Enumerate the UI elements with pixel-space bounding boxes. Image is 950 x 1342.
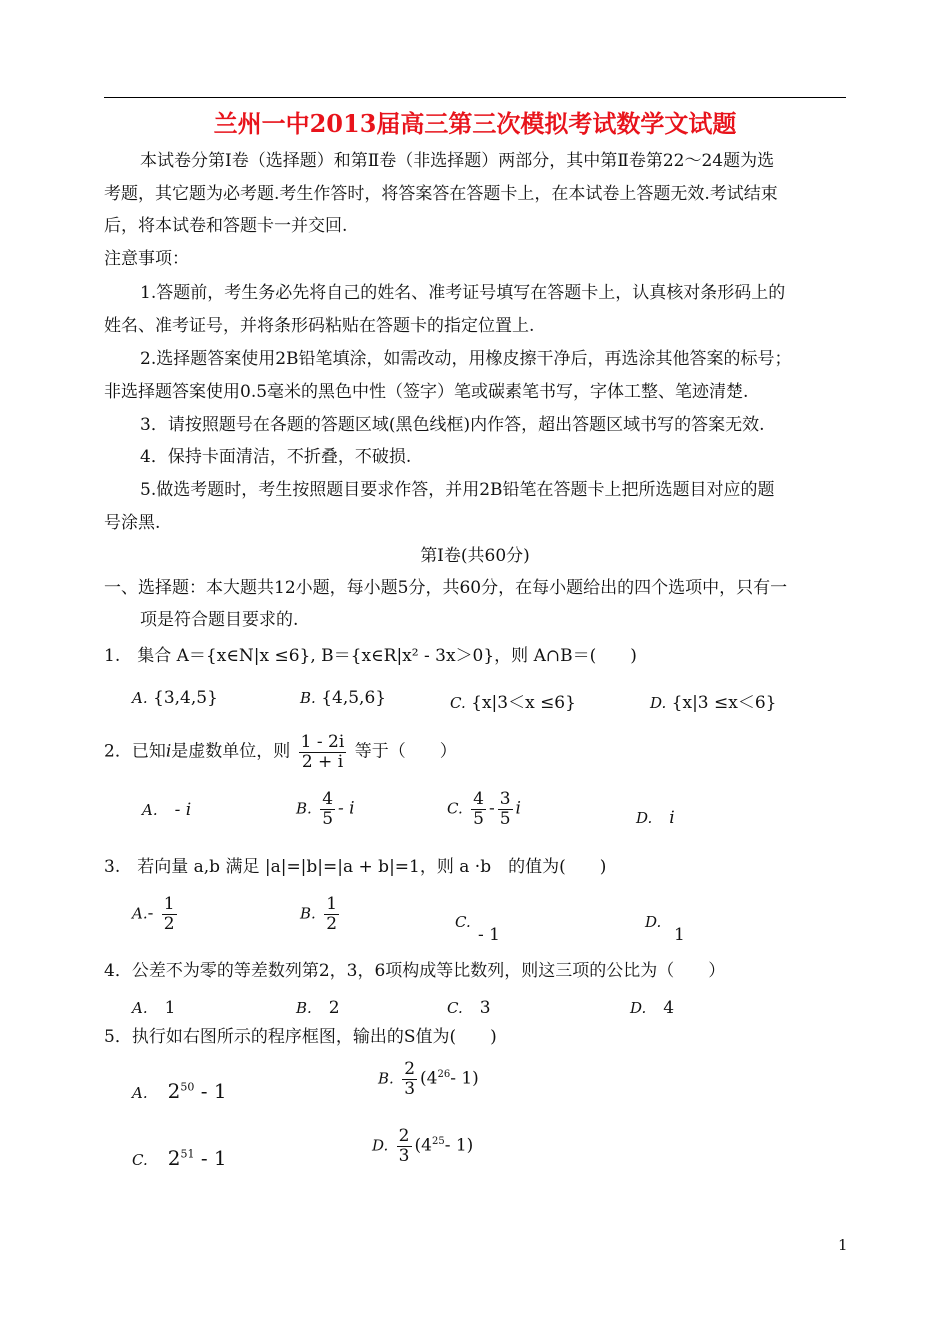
- q5-option-a: A. $2^{50} - 1$: [132, 1079, 227, 1103]
- section-heading: 第Ⅰ卷(共60分): [420, 546, 530, 566]
- part-heading-2: 项是符合题目要求的.: [140, 610, 299, 630]
- note-line-3: 2.选择题答案使用2B铅笔填涂，如需改动，用橡皮擦干净后，再选涂其他答案的标号；: [140, 349, 792, 369]
- q3-option-c-label: C.: [455, 913, 471, 931]
- note-line-1: 1.答题前，考生务必先将自己的姓名、准考证号填写在答题卡上，认真核对条形码上的: [140, 283, 786, 303]
- note-line-6: 4．保持卡面清洁，不折叠，不破损.: [140, 447, 412, 467]
- note-line-5: 3．请按照题号在各题的答题区域(黑色线框)内作答，超出答题区域书写的答案无效.: [140, 415, 765, 435]
- q3-option-c: - 1: [478, 925, 500, 945]
- q1-option-a: A. {3,4,5}: [132, 688, 218, 708]
- header-rule: [104, 97, 846, 98]
- q5-option-c: C. $2^{51} - 1$: [132, 1146, 227, 1170]
- q5-option-b: B. $\frac{2}{3}$ ($4^{26}-$ 1): [378, 1059, 479, 1099]
- q3-option-d-label: D.: [645, 913, 662, 931]
- q3-option-b: B. $\frac{1}{2}$: [300, 894, 338, 934]
- q1-option-b: B. {4,5,6}: [300, 688, 387, 708]
- q3-option-a: A.- $\frac{1}{2}$: [132, 894, 175, 934]
- q4-option-d: D. 4: [630, 998, 675, 1018]
- q1-option-c: C. {x|3＜x ≤6}: [450, 693, 576, 713]
- intro-line-3: 后，将本试卷和答题卡一并交回.: [104, 216, 348, 236]
- note-line-4: 非选择题答案使用0.5毫米的黑色中性（签字）笔或碳素笔书写，字体工整、笔迹清楚.: [104, 382, 749, 402]
- q5-option-d: D. $\frac{2}{3}$ ($4^{25}-$ 1): [372, 1126, 474, 1166]
- q2-option-b: B. $\frac{4}{5}$ - i: [296, 789, 355, 829]
- q2-fraction: $\frac{1 - 2i}{2 + i}$: [300, 732, 345, 772]
- q2-option-a: A. - i: [142, 800, 192, 820]
- note-line-2: 姓名、准考证号，并将条形码粘贴在答题卡的指定位置上.: [104, 316, 535, 336]
- q1-option-d: D. {x|3 ≤x＜6}: [650, 693, 777, 713]
- q4-option-a: A. 1: [132, 998, 176, 1018]
- note-line-8: 号涂黑.: [104, 513, 161, 533]
- notes-heading: 注意事项：: [104, 249, 189, 269]
- q2-stem: 2．已知i是虚数单位，则 $\frac{1 - 2i}{2 + i}$ 等于（ ）: [104, 732, 457, 772]
- q1-stem: 1. 集合 A＝{x∈N|x ≤6}, B＝{x∈R|x² - 3x＞0}，则 A∩B＝( ): [104, 646, 637, 666]
- q3-option-d: 1: [674, 925, 685, 945]
- part-heading-1: 一、选择题：本大题共12小题，每小题5分，共60分，在每小题给出的四个选项中，只有一: [104, 578, 788, 598]
- q4-option-c: C. 3: [447, 998, 491, 1018]
- q3-stem: 3. 若向量 a,b 满足 |a|=|b|=|a + b|=1，则 a ·b 的值为( ): [104, 857, 607, 877]
- page-number: 1: [838, 1236, 848, 1254]
- intro-line-2: 考题，其它题为必考题.考生作答时，将答案答在答题卡上，在本试卷上答题无效.考试结束: [104, 184, 778, 204]
- page-title: 兰州一中2013届高三第三次模拟考试数学文试题: [213, 109, 737, 138]
- q4-option-b: B. 2: [296, 998, 340, 1018]
- q2-option-d: D. i: [636, 808, 675, 828]
- note-line-7: 5.做选考题时，考生按照题目要求作答，并用2B铅笔在答题卡上把所选题目对应的题: [140, 480, 775, 500]
- q4-stem: 4．公差不为零的等差数列第2，3，6项构成等比数列，则这三项的公比为（ ）: [104, 961, 726, 981]
- q5-stem: 5．执行如右图所示的程序框图，输出的S值为( ): [104, 1027, 497, 1047]
- q2-option-c: C. $\frac{4}{5}$ - $\frac{3}{5}$ i: [447, 789, 521, 829]
- intro-line-1: 本试卷分第Ⅰ卷（选择题）和第Ⅱ卷（非选择题）两部分，其中第Ⅱ卷第22～24题为选: [140, 151, 775, 171]
